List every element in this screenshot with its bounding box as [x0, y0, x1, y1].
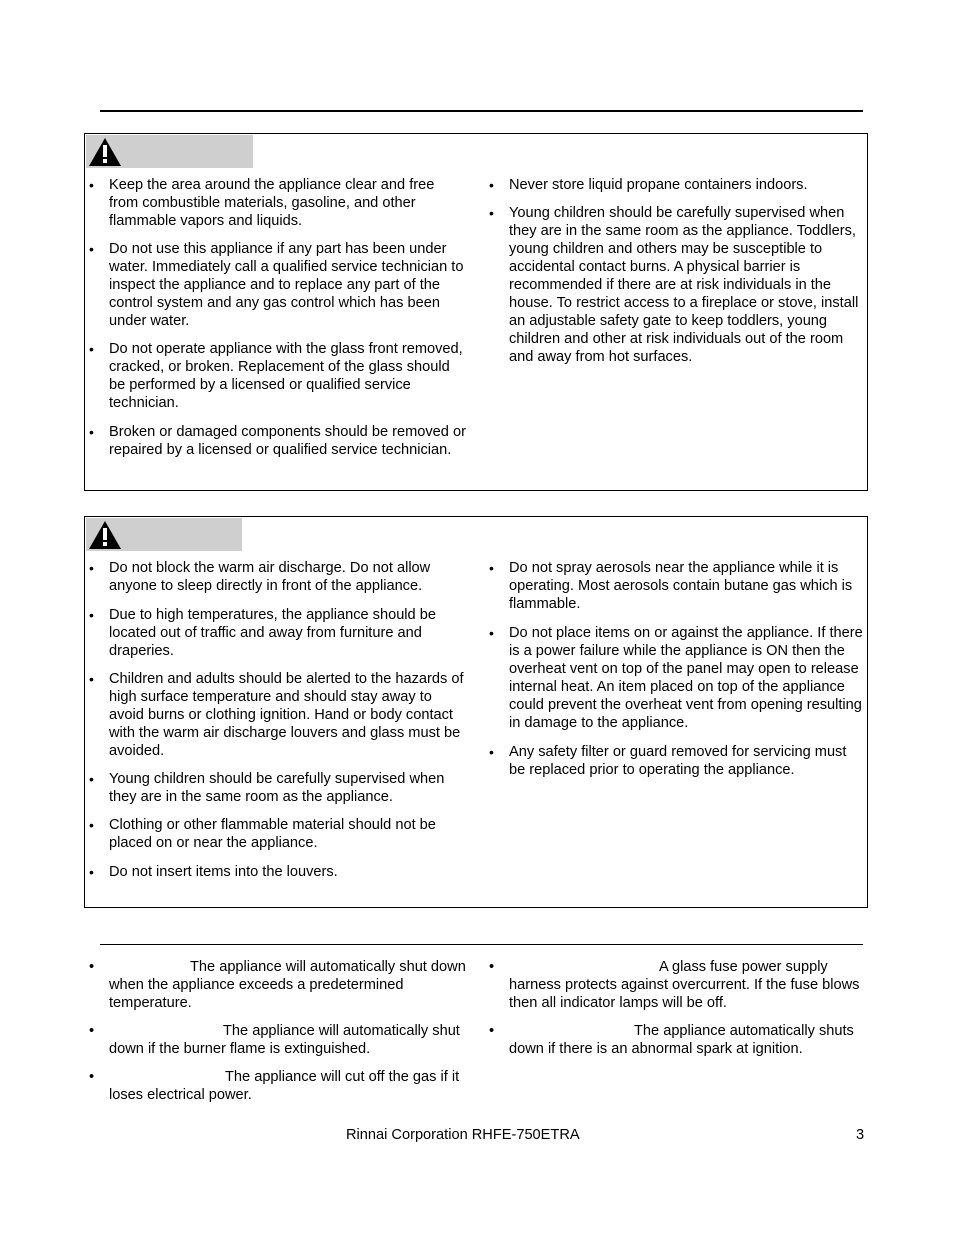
footer-title: Rinnai Corporation RHFE-750ETRA — [346, 1127, 580, 1143]
list-item — [86, 958, 468, 1012]
list-item: • Clothing or other flammable material should not be placed on or near the appliance. — [86, 816, 466, 852]
feature-text: The appliance will automatically shut down if the burner flame is extinguished. — [109, 1023, 460, 1057]
feature-text: The appliance automatically shuts down if there is an abnormal spark at ignition. — [509, 1023, 854, 1057]
features-left-column — [86, 958, 468, 1114]
list-item: • Young children should be carefully supervised when they are in the same room as the appliance. Toddlers, young children and others may be susceptible to accidental contact burns. A physical barrier is recommended if there are at risk individuals in the house. To restrict access to a fireplace or stove, install an adjustable safety gate to keep toddlers, young children and other at risk individuals out of the room and away from hot surfaces. — [486, 204, 866, 366]
warning-header-2 — [86, 518, 242, 551]
list-item: • Children and adults should be alerted to the hazards of high surface temperature and should stay away to avoid burns or clothing ignition. Hand or body contact with the warm air discharge louvers and glass must be avoided. — [86, 670, 466, 760]
feature-text: A glass fuse power supply harness protects against overcurrent. If the fuse blows then all indicator lamps will be off. — [509, 959, 860, 1011]
warning-header-1 — [86, 135, 253, 168]
list-item: • Do not insert items into the louvers. — [86, 863, 466, 881]
feature-text: The appliance will cut off the gas if it loses electrical power. — [109, 1069, 460, 1103]
list-item: • Never store liquid propane containers indoors. — [486, 176, 866, 194]
warning-box-2 — [84, 516, 868, 908]
features-right-column — [486, 958, 868, 1068]
list-item: • Do not block the warm air discharge. Do not allow anyone to sleep directly in front of the appliance. — [86, 559, 466, 595]
feature-text: The appliance will automatically shut down when the appliance exceeds a predetermined temperature. — [109, 959, 466, 1011]
warning-box-2-right-column — [486, 559, 866, 789]
list-item: • Due to high temperatures, the appliance should be located out of traffic and away from furniture and draperies. — [86, 606, 466, 660]
warning-box-1-left-column — [86, 176, 466, 469]
warning-triangle-icon — [88, 137, 122, 167]
warning-triangle-icon — [88, 520, 122, 550]
section-rule — [100, 944, 863, 945]
list-item: • Do not place items on or against the appliance. If there is a power failure while the appliance is ON then the overheat vent on top of the panel may open to release internal heat. An item placed on top of the appliance could prevent the overheat vent from opening resulting in damage to the appliance. — [486, 624, 866, 732]
warning-box-1-right-column — [486, 176, 866, 376]
list-item — [486, 1022, 868, 1058]
list-item: • Keep the area around the appliance clear and free from combustible materials, gasoline, and other flammable vapors and liquids. — [86, 176, 466, 230]
list-item: • Do not use this appliance if any part has been under water. Immediately call a qualified service technician to inspect the appliance and to replace any part of the control system and any gas control which has been under water. — [86, 240, 466, 330]
warning-box-1 — [84, 133, 868, 491]
list-item: • Broken or damaged components should be removed or repaired by a licensed or qualified service technician. — [86, 423, 466, 459]
warning-box-2-left-column — [86, 559, 466, 891]
list-item: • Young children should be carefully supervised when they are in the same room as the appliance. — [86, 770, 466, 806]
list-item — [486, 958, 868, 1012]
top-rule — [100, 110, 863, 112]
list-item: • Do not spray aerosols near the appliance while it is operating. Most aerosols contain butane gas which is flammable. — [486, 559, 866, 613]
list-item: • Any safety filter or guard removed for servicing must be replaced prior to operating the appliance. — [486, 743, 866, 779]
list-item: • Do not operate appliance with the glass front removed, cracked, or broken. Replacement of the glass should be performed by a licensed or qualified service technician. — [86, 340, 466, 412]
list-item — [86, 1068, 468, 1104]
list-item — [86, 1022, 468, 1058]
page-number: 3 — [856, 1127, 865, 1143]
